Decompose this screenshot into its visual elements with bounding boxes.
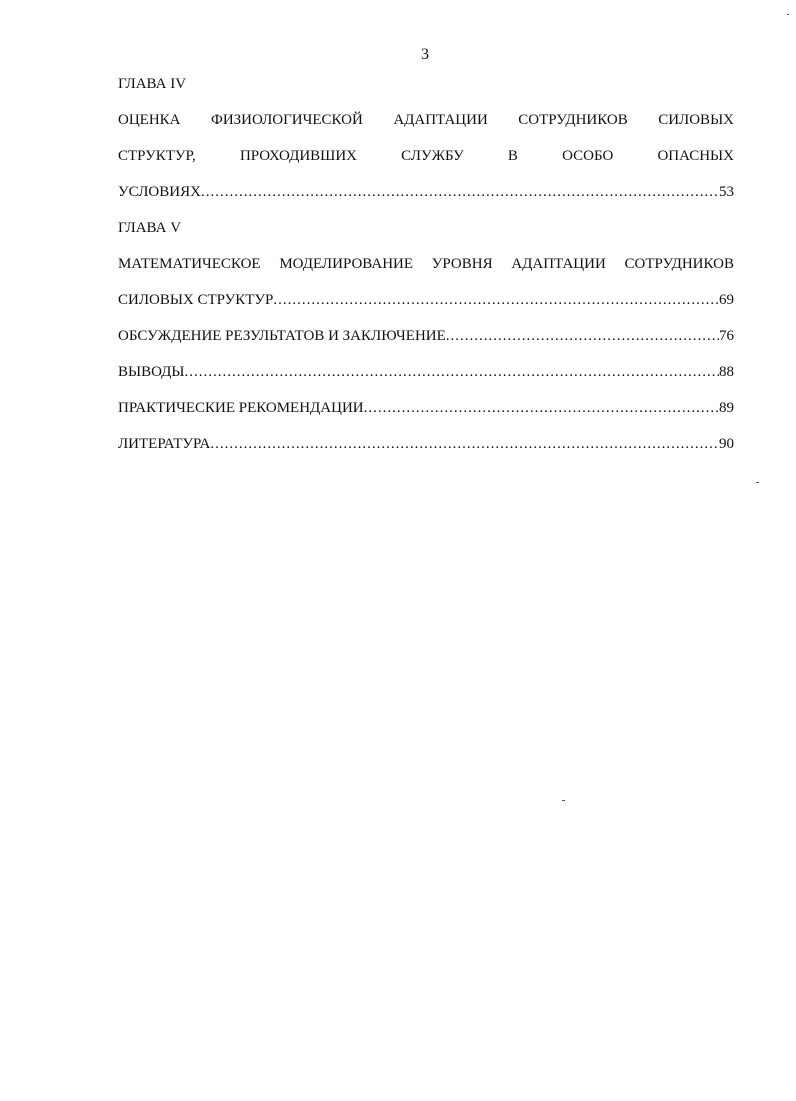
chapter-5-heading: ГЛАВА V	[118, 220, 182, 236]
word: СОТРУДНИКОВ	[624, 256, 734, 272]
toc-entry-page: 89	[719, 400, 734, 416]
word: АДАПТАЦИИ	[511, 256, 606, 272]
word: МОДЕЛИРОВАНИЕ	[279, 256, 414, 272]
toc-entry-literature[interactable]	[118, 426, 734, 462]
toc-entry-page: 88	[719, 364, 734, 380]
word: СТРУКТУР,	[118, 148, 196, 164]
scan-speck	[562, 800, 565, 801]
toc-entry-label: ПРАКТИЧЕСКИЕ РЕКОМЕНДАЦИИ	[118, 400, 364, 416]
dot-leader	[364, 390, 719, 426]
dot-leader	[210, 426, 719, 462]
word: СЛУЖБУ	[401, 148, 464, 164]
toc-entry-discussion[interactable]	[118, 318, 734, 354]
word: В	[507, 148, 518, 164]
toc-entry-page: 53	[719, 184, 734, 200]
chapter-5-title-line-1	[118, 246, 734, 282]
dot-leader	[185, 354, 720, 390]
chapter-4-title-line-2	[118, 138, 734, 174]
word: ФИЗИОЛОГИЧЕСКОЙ	[210, 112, 363, 128]
table-of-contents	[118, 66, 734, 462]
word: СИЛОВЫХ	[658, 112, 734, 128]
word: АДАПТАЦИИ	[393, 112, 488, 128]
toc-entry-label: СИЛОВЫХ СТРУКТУР	[118, 292, 274, 308]
toc-entry-page: 76	[719, 328, 734, 344]
word: МАТЕМАТИЧЕСКОЕ	[118, 256, 261, 272]
toc-entry-page: 90	[719, 436, 734, 452]
toc-entry-label: УСЛОВИЯХ	[118, 184, 201, 200]
toc-entry-conclusions[interactable]	[118, 354, 734, 390]
word: ОЦЕНКА	[118, 112, 181, 128]
word: ПРОХОДИВШИХ	[239, 148, 357, 164]
toc-entry-page: 69	[719, 292, 734, 308]
scan-speck	[756, 482, 759, 483]
chapter-4-heading: ГЛАВА IV	[118, 76, 187, 92]
toc-entry-label: ОБСУЖДЕНИЕ РЕЗУЛЬТАТОВ И ЗАКЛЮЧЕНИЕ	[118, 328, 446, 344]
dot-leader	[201, 174, 719, 210]
toc-entry-chapter-4[interactable]	[118, 174, 734, 210]
scan-speck	[787, 14, 789, 15]
word: СОТРУДНИКОВ	[518, 112, 628, 128]
word: УРОВНЯ	[431, 256, 493, 272]
chapter-4-title-line-1	[118, 102, 734, 138]
page-number: 3	[421, 46, 429, 63]
dot-leader	[446, 318, 719, 354]
word: ОСОБО	[562, 148, 614, 164]
word: ОПАСНЫХ	[657, 148, 734, 164]
toc-entry-recommendations[interactable]	[118, 390, 734, 426]
toc-entry-label: ЛИТЕРАТУРА	[118, 436, 211, 452]
toc-entry-chapter-5[interactable]	[118, 282, 734, 318]
dot-leader	[273, 282, 719, 318]
toc-entry-label: ВЫВОДЫ	[118, 364, 185, 380]
